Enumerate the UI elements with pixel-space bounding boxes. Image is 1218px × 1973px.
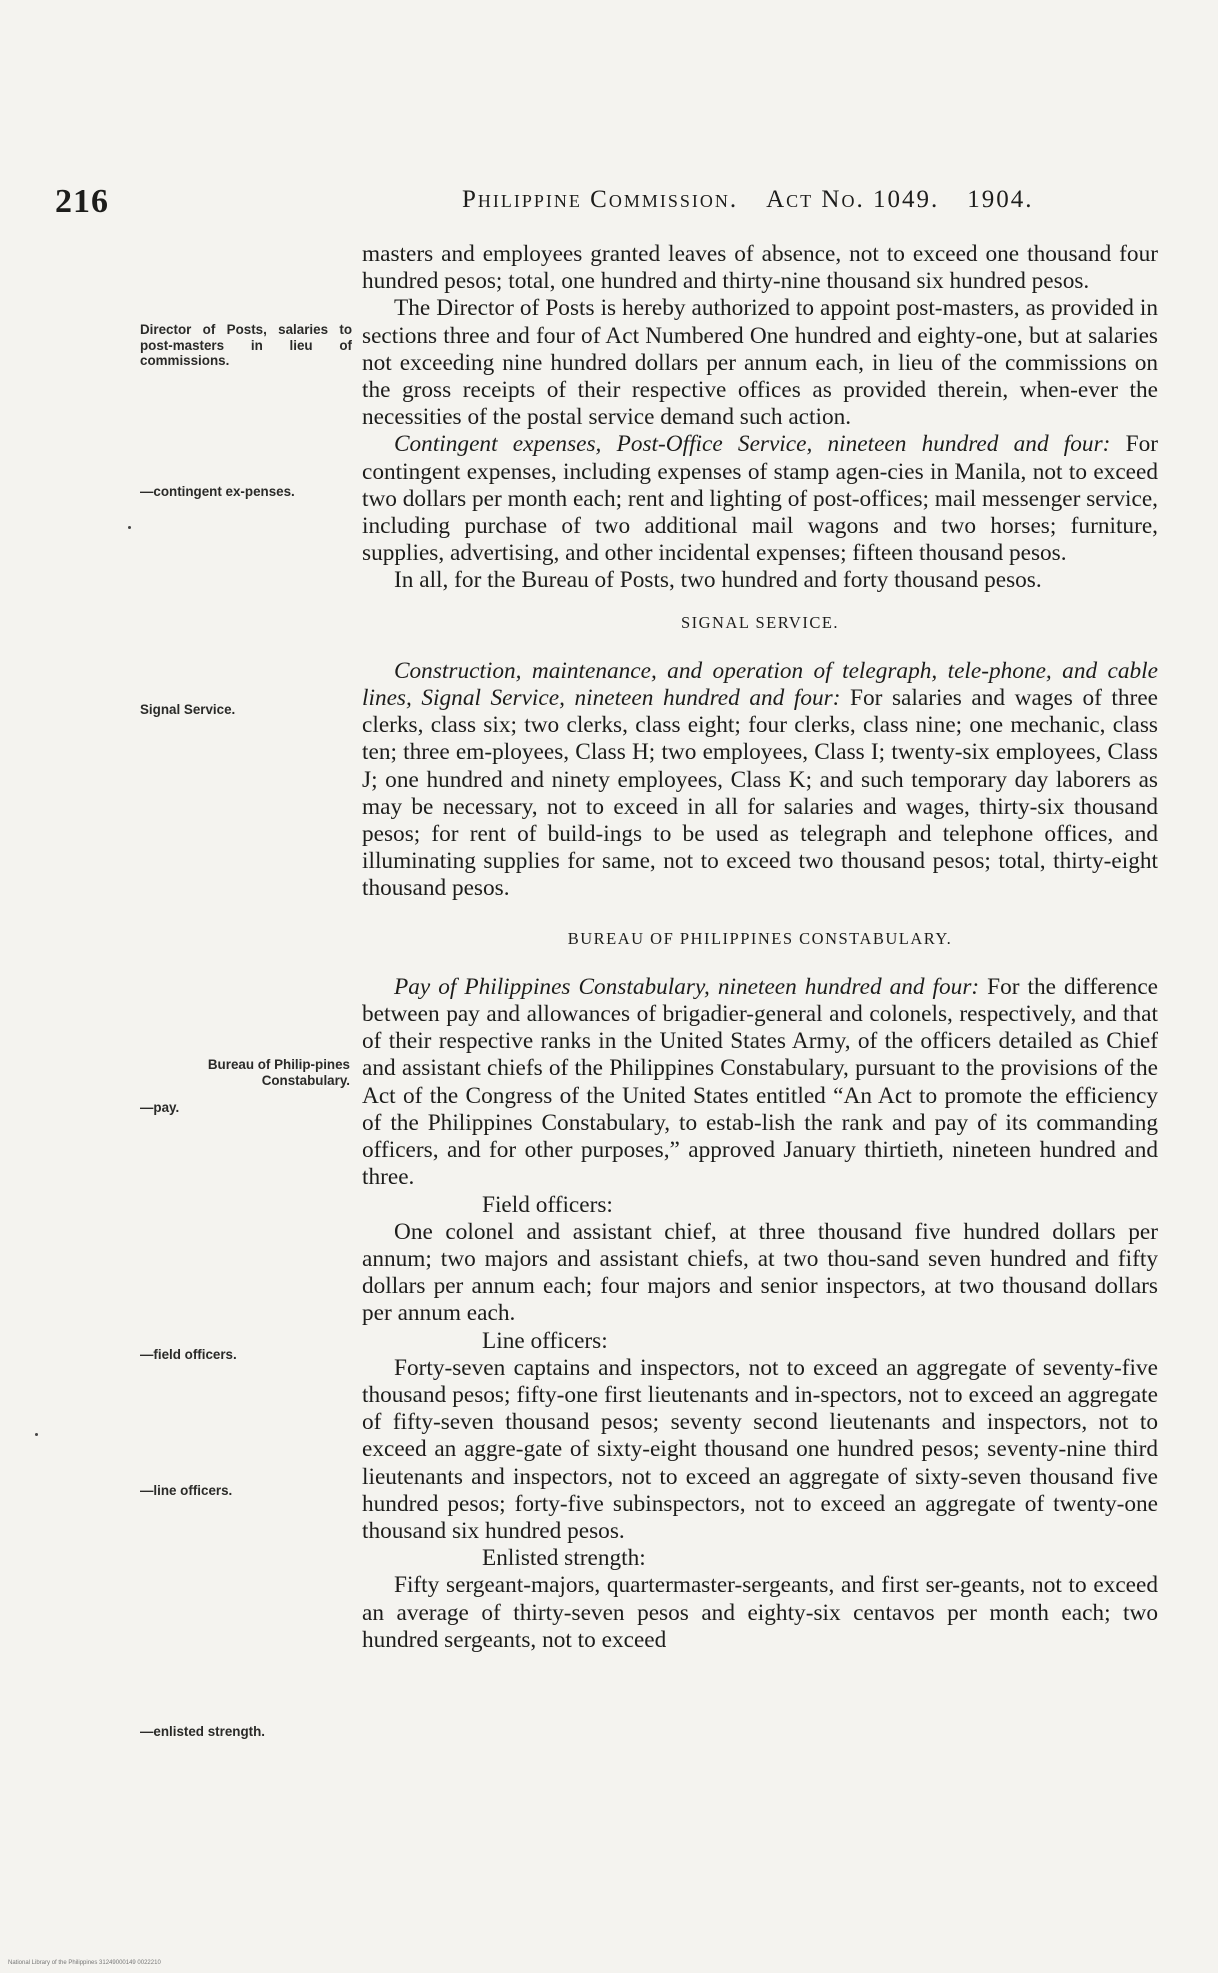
margin-note-constabulary: Bureau of Philip-pines Constabulary. [207,1057,350,1088]
margin-note-enlisted-strength: —enlisted strength. [140,1724,265,1739]
margin-note-pay: —pay. [140,1100,180,1115]
signal-service-text: For salaries and wages of three clerks, class six; two clerks, class eight; four clerks, class nine; one mechanic, class ten; three em-ployees, Class H; two employees, Class I; twenty-six employees, Class J; one hundred and ninety employees, Class K; and such temporary day laborers as may be necessary, not to exceed in all for salaries and wages, thirty-six thousand pesos; for rent of build-ings to be used as telegraph and telephone offices, and illuminating supplies for same, not to exceed two thousand pesos; total, thirty-eight thousand pesos. [362,685,1158,902]
page-header [0,183,1218,223]
margin-note-signal-service: Signal Service. [140,702,236,717]
paragraph-leaves-of-absence: masters and employees granted leaves of absence, not to exceed one thousand four hundred pesos; total, one hundred and thirty-nine thousand six hundred pesos. [362,241,1158,295]
paragraph-constabulary-pay [362,974,1158,1192]
paragraph-contingent-expenses [362,431,1158,567]
body-text [362,241,1158,1654]
margin-note-director-of-posts: Director of Posts, salaries to post-masters in lieu of commissions. [140,322,352,368]
scan-footer: National Library of the Philippines 31249000149 0022210 [8,1960,161,1966]
constabulary-heading: BUREAU OF PHILIPPINES CONSTABULARY. [567,928,953,948]
constabulary-pay-text: For the difference between pay and allowances of brigadier-general and colonels, respectively, and that of their respective ranks in the United States Army, of the officers detailed as Chief and assistant chiefs of the Philippines Constabulary, pursuant to the provisions of the Act of the Congress of the United States entitled “An Act to promote the efficiency of the Philippines Constabulary, to estab-lish the rank and pay of its commanding officers, and for other purposes,” approved January thirtieth, nineteen hundred and three. [362,973,1158,1191]
year: 1904. [967,186,1034,213]
paragraph-director-of-posts: The Director of Posts is hereby authorized to appoint post-masters, as provided in sections three and four of Act Numbered One hundred and eighty-one, but at salaries not exceeding nine hundred dollars per annum each, in lieu of the commissions on the gross receipts of their respective offices as provided therein, when-ever the necessities of the postal service demand such action. [362,295,1158,431]
signal-service-title: Construction, maintenance, and operation of telegraph, tele-phone, and cable lines, Signal Service, nineteen hundred and four: [362,657,1158,712]
contingent-expenses-title: Contingent expenses, Post-Office Service, nineteen hundred and four: [394,431,1111,458]
paragraph-line-officers: Forty-seven captains and inspectors, not to exceed an aggregate of seventy-five thousand pesos; fifty-one first lieutenants and in-spectors, not to exceed an aggregate of fifty-seven thousand pesos; seventy second lieutenants and inspectors, not to exceed an aggre-gate of sixty-eight thousand one hundred pesos; seventy-nine third lieutenants and inspectors, not to exceed an aggregate of sixty-seven thousand five hundred pesos; forty-five subinspectors, not to exceed an aggregate of twenty-one thousand six hundred pesos. [362,1354,1158,1544]
paragraph-enlisted-strength: Fifty sergeant-majors, quartermaster-sergeants, and first ser-geants, not to exceed an average of thirty-seven pesos and eighty-six centavos per month each; two hundred sergeants, not to exceed [362,1572,1158,1653]
paragraph-bureau-of-posts-total: In all, for the Bureau of Posts, two hundred and forty thousand pesos. [394,567,1042,594]
act-number: Act No. 1049. [766,186,940,213]
speck-mark [128,526,131,529]
contingent-expenses-text: For contingent expenses, including expenses of stamp agen-cies in Manila, not to exceed two dollars per month each; rent and lighting of post-offices; mail messenger service, including purchase of two additional mail wagons and two horses; furniture, supplies, advertising, and other incidental expenses; fifteen thousand pesos. [362,431,1158,567]
constabulary-pay-title: Pay of Philippines Constabulary, nineteen hundred and four: [394,973,980,1000]
line-officers-heading: Line officers: [482,1327,608,1354]
signal-service-heading: SIGNAL SERVICE. [680,612,840,632]
speck-mark [35,1433,38,1436]
page-number: 216 [55,183,109,220]
paragraph-signal-service [362,658,1158,903]
paragraph-field-officers: One colonel and assistant chief, at three thousand five hundred dollars per annum; two majors and assistant chiefs, at two thou-sand seven hundred and fifty dollars per annum each; four majors and senior inspectors, at two thousand dollars per annum each. [362,1218,1158,1327]
enlisted-strength-heading: Enlisted strength: [482,1545,646,1572]
margin-note-contingent-expenses: —contingent ex-penses. [140,484,295,499]
margin-note-field-officers: —field officers. [140,1347,237,1362]
publication-title: Philippine Commission. [462,186,739,213]
field-officers-heading: Field officers: [482,1191,613,1218]
margin-note-line-officers: —line officers. [140,1483,233,1498]
running-head [462,186,1033,214]
